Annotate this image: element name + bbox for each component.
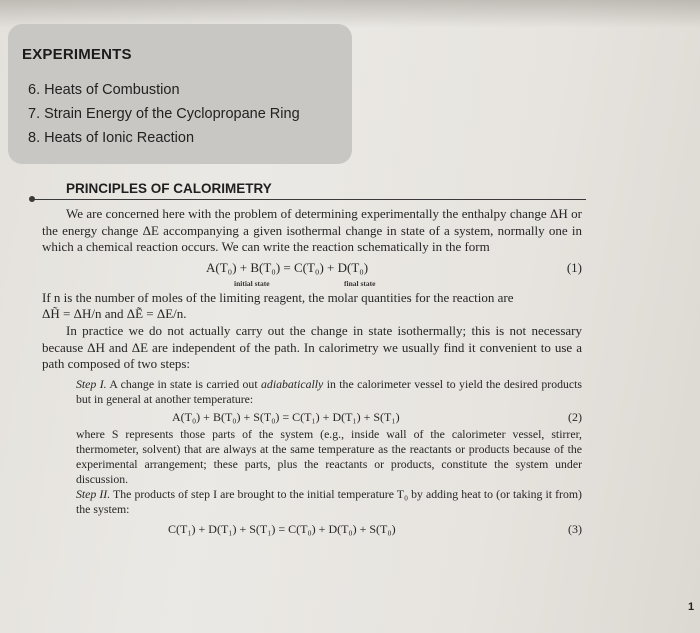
section-rule [30,199,586,200]
experiment-item: 6. Heats of Combustion [28,82,180,98]
initial-state-label: initial state [234,278,270,288]
equation-2-number: (2) [568,409,582,424]
step-2-text-body: The products of step I are brought to the initial temperature T₀ by adding heat to (or taking it from) the system: [76,486,582,516]
step-1-text-b: in the calorimeter vessel to yield the desired products but in general at another temperature: [76,376,582,406]
step-1-label: Step I. [76,376,107,391]
section-bullet [29,196,35,202]
experiment-item: 7. Strain Energy of the Cyclopropane Ring [28,106,300,122]
equation-3 [76,521,582,539]
equation-1 [42,260,582,280]
paragraph-practice: In practice we do not actually carry out the change in state isothermally; this is not necessary because ΔH and ΔE are independent of the path. In calorimetry we usually find it convenient to use a path composed of two steps: [42,322,582,372]
equation-2 [76,409,582,427]
equation-3-expr: C(T₁) + D(T₁) + S(T₁) = C(T₀) + D(T₀) + S(T₀) [168,521,396,536]
section-title: PRINCIPLES OF CALORIMETRY [66,181,272,196]
page-number: 1 [688,601,695,613]
step-1-text-a: A change in state is carried out [106,376,262,391]
experiments-box [8,24,352,164]
experiment-item: 8. Heats of Ionic Reaction [28,130,195,146]
step-2-text [76,487,582,517]
final-state-label: final state [344,278,376,288]
step-1-emphasis: adiabatically [261,376,324,391]
body-text [42,206,582,539]
equation-1-number: (1) [566,259,582,275]
step-1 [76,377,582,539]
step-1-text [76,377,582,407]
paragraph-molar-line2: ΔH̃ = ΔH/n and ΔẼ = ΔE/n. [42,306,187,322]
experiments-title: EXPERIMENTS [22,46,132,63]
equation-2-expr: A(T₀) + B(T₀) + S(T₀) = C(T₁) + D(T₁) + S(T₁) [172,409,400,424]
paragraph-system: where S represents those parts of the system (e.g., inside wall of the calorimeter vessel, stirrer, thermometer, solvent) that are always at the same temperature as the reactants or products because of the experimental arrangement; these parts, plus the reactants or products, constitute the system under discussion. [76,426,582,486]
experiments-list [28,78,300,150]
equation-3-number: (3) [568,521,582,536]
step-2-label: Step II. [76,486,111,501]
equation-1-expr: A(T₀) + B(T₀) = C(T₀) + D(T₀) [206,259,369,275]
paragraph-intro: We are concerned here with the problem of determining experimentally the enthalpy change ΔH or the energy change ΔE accompanying a given isothermal change in state of a system, normally one in which a chemical reaction occurs. We can write the reaction schematically in the form [42,206,582,255]
equation-1-labels [42,280,582,290]
paragraph-molar-line1: If n is the number of moles of the limiting reagent, the molar quantities for the reaction are [42,289,514,305]
